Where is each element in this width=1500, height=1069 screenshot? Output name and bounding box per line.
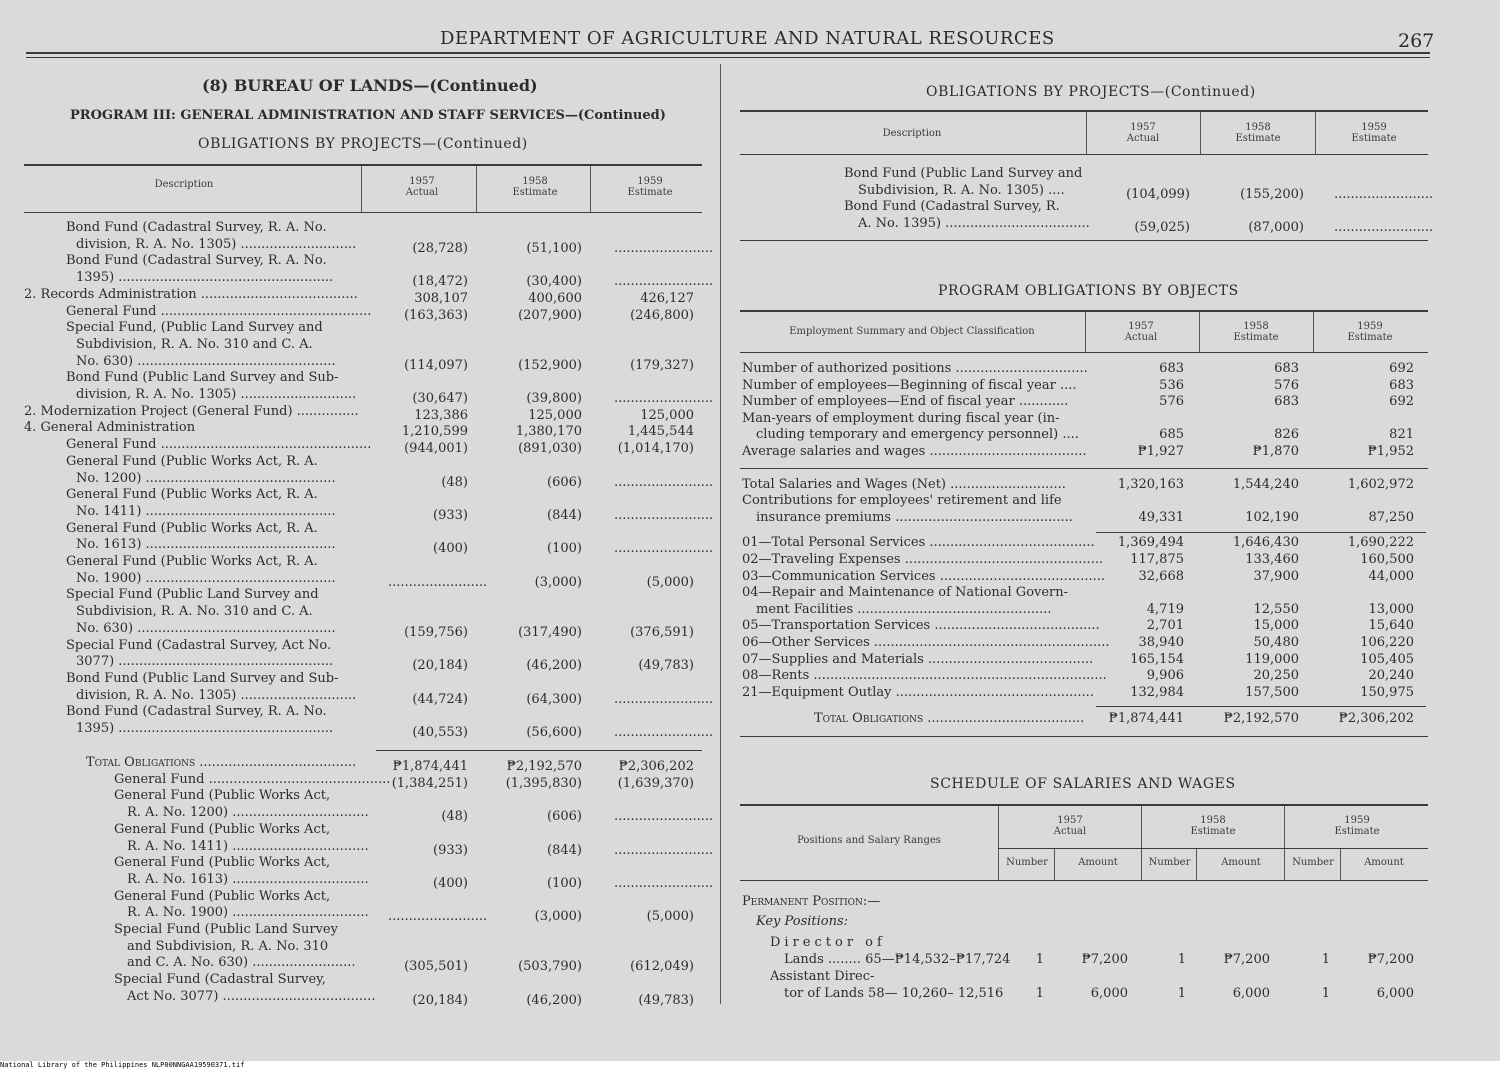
obj-row-11-c1: 2,701 (1146, 618, 1184, 634)
left-row-15-c2: (64,300) (526, 691, 582, 707)
left-row-15-c1: (44,724) (412, 691, 468, 707)
obj-row-5-c3: 1,602,972 (1347, 476, 1414, 492)
left-row-12-desc-0: General Fund (Public Works Act, R. A. (66, 554, 318, 569)
left-row-7-desc-0: 4. General Administration (24, 420, 196, 436)
left-row-4-desc-0: Special Fund, (Public Land Survey and (66, 320, 323, 336)
sal-col-amount-3: Amount (1364, 857, 1404, 868)
left-row-3-c2: (207,900) (518, 307, 582, 323)
obj-row-3-c3: 821 (1389, 427, 1414, 443)
left-total-row-5-c1: ........................ (388, 909, 488, 925)
obj-row-6-c3: 87,250 (1368, 509, 1414, 525)
left-total-row-7-c1: (20,184) (412, 992, 468, 1008)
left-row-7-c3: 1,445,544 (627, 424, 694, 440)
sal-row-1-n1: 1 (1035, 986, 1044, 1001)
sal-col-amount-1: Amount (1078, 857, 1118, 868)
left-total-row-2-desc-0: General Fund (Public Works Act, (114, 788, 331, 804)
obj-row-6-desc-0: Contributions for employees' retirement and life (742, 493, 1062, 509)
sal-col-1957: 1957 Actual (1053, 815, 1087, 837)
obj-row-7-desc-0: 01—Total Personal Services ........................................ (742, 535, 1095, 551)
left-total-row-2-c3: ........................ (614, 809, 714, 825)
left-row-8-c3: (1,014,170) (617, 441, 694, 457)
left-total-row-5-desc-0: General Fund (Public Works Act, (114, 888, 331, 904)
obj-row-10-c3: 13,000 (1368, 601, 1414, 617)
obj-row-14-desc-0: 08—Rents ....................................................................... (742, 668, 1107, 684)
left-row-14-c3: (49,783) (638, 658, 694, 674)
left-row-8-c2: (891,030) (518, 441, 582, 457)
proj-row-0-desc-1: Subdivision, R. A. No. 1305) .... (858, 182, 1065, 198)
left-row-7-c1: 1,210,599 (401, 424, 468, 440)
obj-row-13-c1: 165,154 (1130, 651, 1184, 667)
right-proj-col-description: Description (882, 128, 942, 139)
obj-row-8-c3: 160,500 (1360, 552, 1414, 567)
left-table-top-rule (24, 164, 702, 166)
right-obj-caption: PROGRAM OBLIGATIONS BY OBJECTS (938, 283, 1239, 299)
left-total-row-3-c1: (933) (433, 842, 468, 858)
obj-row-3-c1: 685 (1159, 427, 1184, 443)
obj-row-9-c1: 32,668 (1138, 568, 1184, 584)
left-row-7-c2: 1,380,170 (515, 424, 582, 440)
left-row-1-desc-1: 1395) .................................................... (76, 270, 334, 286)
left-total-row-5-c3: (5,000) (646, 909, 694, 925)
left-row-8-desc-0: General Fund ................................................... (66, 437, 372, 453)
obj-row-8-c1: 117,875 (1130, 552, 1184, 567)
proj-row-0-c1: (104,099) (1126, 186, 1190, 202)
right-proj-caption: OBLIGATIONS BY PROJECTS—(Continued) (926, 84, 1256, 100)
proj-row-1-c1: (59,025) (1134, 220, 1190, 236)
left-total-row-0-c3: ₱2,306,202 (618, 759, 694, 774)
left-row-13-c3: (376,591) (630, 624, 694, 640)
left-total-row-1-c3: (1,639,370) (617, 775, 694, 791)
right-proj-col-1959: 1959 Estimate (1351, 122, 1397, 144)
sal-col-number-3: Number (1292, 857, 1334, 868)
left-total-row-7-c2: (46,200) (526, 992, 582, 1008)
sal-row-1-a2: 6,000 (1232, 986, 1270, 1001)
obj-row-14-c1: 9,906 (1146, 668, 1184, 684)
left-row-12-c2: (3,000) (534, 574, 582, 590)
left-total-row-1-desc-0: General Fund ............................................ (114, 771, 391, 787)
left-row-13-desc-2: No. 630) ................................................ (76, 620, 336, 636)
obj-row-0-c2: 683 (1274, 361, 1299, 376)
obj-row-9-c3: 44,000 (1368, 568, 1414, 584)
left-total-row-2-c2: (606) (547, 809, 582, 825)
left-row-15-desc-1: division, R. A. No. 1305) ............................ (76, 687, 357, 703)
obj-row-7-c1: 1,369,494 (1117, 535, 1184, 551)
left-row-11-c1: (400) (433, 541, 468, 557)
left-row-14-desc-0: Special Fund (Cadastral Survey, Act No. (66, 637, 332, 653)
obj-row-15-desc-0: 21—Equipment Outlay ................................................ (742, 684, 1094, 700)
left-row-10-c3: ........................ (614, 507, 714, 523)
left-row-6-desc-0: 2. Modernization Project (General Fund) ............... (24, 403, 359, 419)
left-row-16-desc-1: 1395) .................................................... (76, 721, 334, 736)
left-total-row-6-c1: (305,501) (404, 959, 468, 975)
left-total-row-7-c3: (49,783) (638, 992, 694, 1008)
right-sal-caption: SCHEDULE OF SALARIES AND WAGES (930, 776, 1236, 792)
left-table-header-rule (24, 212, 702, 213)
program-title: PROGRAM III: GENERAL ADMINISTRATION AND STAFF SERVICES—(Continued) (70, 108, 666, 123)
proj-row-1-desc-0: Bond Fund (Cadastral Survey, R. (844, 199, 1060, 215)
obj-row-16-c3: ₱2,306,202 (1338, 711, 1414, 727)
obj-row-1-desc-0: Number of employees—Beginning of fiscal year .... (742, 377, 1077, 393)
left-row-15-c3: ........................ (614, 691, 714, 707)
left-total-row-4-c2: (100) (547, 875, 582, 891)
proj-row-1-c3: ........................ (1334, 220, 1434, 236)
left-row-5-desc-0: Bond Fund (Public Land Survey and Sub- (66, 370, 339, 386)
left-row-3-desc-0: General Fund ................................................... (66, 303, 372, 319)
obj-row-16-desc-0: Total Obligations ...................................... (814, 711, 1085, 727)
page-header-title: DEPARTMENT OF AGRICULTURE AND NATURAL RESOURCES (440, 28, 1055, 49)
left-row-2-desc-0: 2. Records Administration ...................................... (24, 286, 358, 302)
left-total-row-6-desc-1: and Subdivision, R. A. No. 310 (127, 938, 329, 954)
left-row-6-c2: 125,000 (528, 407, 582, 423)
obj-row-5-desc-0: Total Salaries and Wages (Net) ............................ (742, 476, 1066, 492)
left-row-3-c1: (163,363) (404, 307, 468, 323)
left-row-4-c3: (179,327) (630, 357, 694, 373)
obj-row-2-c3: 692 (1389, 394, 1414, 410)
obj-row-4-c2: ₱1,870 (1252, 444, 1299, 459)
proj-row-1-desc-1: A. No. 1395) ................................... (858, 216, 1090, 232)
sal-key-positions-label: Key Positions: (756, 914, 849, 929)
left-row-16-c3: ........................ (614, 725, 714, 740)
left-row-9-desc-0: General Fund (Public Works Act, R. A. (66, 453, 318, 469)
left-total-rule (376, 750, 702, 751)
column-divider (720, 64, 721, 1004)
sal-col-description: Positions and Salary Ranges (797, 835, 941, 846)
sal-col-1959: 1959 Estimate (1334, 815, 1380, 837)
left-total-row-6-desc-0: Special Fund (Public Land Survey (114, 922, 338, 937)
left-total-row-6-desc-2: and C. A. No. 630) ......................... (127, 955, 356, 971)
obj-row-12-desc-0: 06—Other Services ......................................................... (742, 635, 1110, 650)
obj-row-11-c3: 15,640 (1368, 618, 1414, 634)
left-row-0-c2: (51,100) (526, 240, 582, 256)
left-row-4-desc-2: No. 630) ................................................ (76, 353, 336, 369)
left-total-row-7-desc-1: Act No. 3077) ..................................... (127, 988, 376, 1004)
obj-row-8-desc-0: 02—Traveling Expenses ................................................ (742, 552, 1104, 567)
left-total-row-3-desc-1: R. A. No. 1411) ................................. (127, 838, 369, 854)
left-row-15-desc-0: Bond Fund (Public Land Survey and Sub- (66, 670, 339, 686)
obj-row-13-c3: 105,405 (1360, 651, 1414, 667)
left-row-1-c1: (18,472) (412, 274, 468, 290)
left-row-1-desc-0: Bond Fund (Cadastral Survey, R. A. No. (66, 253, 327, 269)
obj-row-0-c3: 692 (1389, 361, 1414, 376)
left-row-10-desc-0: General Fund (Public Works Act, R. A. (66, 487, 318, 503)
obj-row-16-c2: ₱2,192,570 (1223, 711, 1299, 727)
left-total-row-4-desc-1: R. A. No. 1613) ................................. (127, 871, 369, 887)
left-total-row-2-desc-1: R. A. No. 1200) ................................. (127, 805, 369, 821)
sal-row-1-desc-1: tor of Lands 58— 10,260– 12,516 (784, 986, 1004, 1001)
left-row-16-c2: (56,600) (526, 725, 582, 740)
left-col-header-description: Description (154, 179, 214, 190)
obj-row-3-c2: 826 (1274, 427, 1299, 443)
left-row-0-c3: ........................ (614, 240, 714, 256)
left-row-5-desc-1: division, R. A. No. 1305) ............................ (76, 387, 357, 402)
sal-row-0-desc-0: Director of (770, 935, 886, 950)
left-row-8-c1: (944,001) (404, 441, 468, 457)
left-row-2-c1: 308,107 (414, 290, 468, 306)
left-row-16-desc-0: Bond Fund (Cadastral Survey, R. A. No. (66, 704, 327, 720)
right-proj-col-1957: 1957 Actual (1126, 122, 1160, 144)
scan-footer: National Library of the Philippines NLP00NNGAA19590371.tif (0, 1061, 1500, 1069)
left-row-9-c2: (606) (547, 474, 582, 490)
sal-row-1-desc-0: Assistant Direc- (770, 969, 875, 984)
obj-row-15-c3: 150,975 (1360, 684, 1414, 700)
left-row-9-desc-1: No. 1200) .............................................. (76, 470, 336, 486)
proj-row-0-desc-0: Bond Fund (Public Land Survey and (844, 166, 1083, 181)
obj-row-5-c1: 1,320,163 (1117, 476, 1184, 492)
obj-row-14-c2: 20,250 (1253, 668, 1299, 684)
left-total-row-5-c2: (3,000) (534, 909, 582, 925)
left-row-14-desc-1: 3077) .................................................... (76, 654, 334, 670)
sal-row-1-a3: 6,000 (1376, 986, 1414, 1001)
obj-row-6-c2: 102,190 (1245, 509, 1299, 525)
sal-row-0-n3: 1 (1321, 952, 1330, 967)
sal-row-1-n2: 1 (1177, 986, 1186, 1001)
left-row-10-c1: (933) (433, 507, 468, 523)
left-row-13-c2: (317,490) (518, 624, 582, 640)
obj-row-7-c3: 1,690,222 (1347, 535, 1414, 551)
proj-row-0-c3: ........................ (1334, 186, 1434, 202)
left-total-row-3-c2: (844) (547, 842, 582, 858)
obj-row-10-c2: 12,550 (1253, 601, 1299, 617)
obj-row-12-c2: 50,480 (1253, 635, 1299, 650)
obj-row-5-c2: 1,544,240 (1232, 476, 1299, 492)
left-total-row-3-c3: ........................ (614, 842, 714, 858)
left-total-row-4-desc-0: General Fund (Public Works Act, (114, 855, 331, 871)
left-total-row-1-c1: (1,384,251) (391, 775, 468, 791)
left-total-row-0-desc-0: Total Obligations ...................................... (86, 755, 357, 770)
left-row-4-c2: (152,900) (518, 357, 582, 373)
obj-row-3-desc-1: cluding temporary and emergency personnel) .... (756, 427, 1079, 443)
obj-row-10-desc-1: ment Facilities ............................................... (756, 601, 1052, 617)
obj-row-4-c3: ₱1,952 (1367, 444, 1414, 459)
obj-row-8-c2: 133,460 (1245, 552, 1299, 567)
obj-row-4-desc-0: Average salaries and wages ...................................... (742, 444, 1087, 459)
sal-col-number-2: Number (1148, 857, 1191, 868)
left-row-13-desc-1: Subdivision, R. A. No. 310 and C. A. (76, 604, 313, 620)
left-row-10-desc-1: No. 1411) .............................................. (76, 503, 336, 519)
left-row-14-c2: (46,200) (526, 658, 582, 674)
right-obj-col-1958: 1958 Estimate (1233, 321, 1279, 343)
left-row-6-c1: 123,386 (414, 407, 468, 423)
left-col-header-1958: 1958 Estimate (512, 176, 558, 198)
obj-row-1-c1: 536 (1159, 377, 1184, 393)
proj-row-0-c2: (155,200) (1240, 186, 1304, 202)
left-row-11-c2: (100) (547, 541, 582, 557)
obj-row-2-c1: 576 (1159, 394, 1184, 410)
sal-row-0-a3: ₱7,200 (1367, 952, 1414, 967)
left-row-1-c2: (30,400) (526, 274, 582, 290)
obj-row-15-c2: 157,500 (1245, 684, 1299, 700)
header-rule-thin (26, 57, 1430, 58)
left-row-2-c2: 400,600 (528, 290, 582, 306)
obj-row-12-c1: 38,940 (1138, 635, 1184, 650)
left-total-row-2-c1: (48) (441, 809, 468, 825)
right-proj-col-1958: 1958 Estimate (1235, 122, 1281, 144)
left-row-13-desc-0: Special Fund (Public Land Survey and (66, 587, 319, 603)
sal-row-0-n2: 1 (1177, 952, 1186, 967)
obj-row-10-desc-0: 04—Repair and Maintenance of National Govern- (742, 585, 1069, 601)
left-row-0-desc-1: division, R. A. No. 1305) ............................ (76, 236, 357, 252)
obj-row-0-c1: 683 (1159, 361, 1184, 376)
sal-row-0-n1: 1 (1035, 952, 1044, 967)
obj-row-9-c2: 37,900 (1253, 568, 1299, 584)
sal-row-1-n3: 1 (1321, 986, 1330, 1001)
left-row-13-c1: (159,756) (404, 624, 468, 640)
header-rule (26, 52, 1430, 54)
left-row-16-c1: (40,553) (412, 725, 468, 740)
left-total-row-6-c2: (503,790) (518, 959, 582, 975)
left-total-row-3-desc-0: General Fund (Public Works Act, (114, 821, 331, 837)
obj-row-7-c2: 1,646,430 (1232, 535, 1299, 551)
obj-row-9-desc-0: 03—Communication Services ........................................ (742, 568, 1106, 584)
obj-row-11-c2: 15,000 (1253, 618, 1299, 634)
obj-row-13-desc-0: 07—Supplies and Materials ........................................ (742, 651, 1094, 667)
sal-row-1-a1: 6,000 (1090, 986, 1128, 1001)
sal-row-0-desc-1: Lands ........ 65—₱14,532–₱17,724 (784, 952, 1011, 967)
obj-row-1-c3: 683 (1389, 377, 1414, 393)
left-row-1-c3: ........................ (614, 274, 714, 290)
left-total-row-0-c2: ₱2,192,570 (506, 759, 582, 774)
left-row-12-desc-1: No. 1900) .............................................. (76, 570, 336, 586)
sal-col-number-1: Number (1006, 857, 1048, 868)
left-row-9-c1: (48) (441, 474, 468, 490)
left-total-row-6-c3: (612,049) (630, 959, 694, 975)
obj-row-12-c3: 106,220 (1360, 635, 1414, 650)
left-col-header-1957: 1957 Actual (405, 176, 439, 198)
left-total-row-7-desc-0: Special Fund (Cadastral Survey, (114, 972, 326, 988)
left-row-0-c1: (28,728) (412, 240, 468, 256)
left-total-row-1-c2: (1,395,830) (505, 775, 582, 791)
sal-col-1958: 1958 Estimate (1190, 815, 1236, 837)
left-row-2-c3: 426,127 (640, 290, 694, 306)
obj-row-10-c1: 4,719 (1146, 601, 1184, 617)
obj-row-1-c2: 576 (1274, 377, 1299, 393)
bureau-title: (8) BUREAU OF LANDS—(Continued) (202, 76, 538, 95)
left-row-0-desc-0: Bond Fund (Cadastral Survey, R. A. No. (66, 220, 327, 235)
obj-row-11-desc-0: 05—Transportation Services ........................................ (742, 618, 1100, 634)
left-row-14-c1: (20,184) (412, 658, 468, 674)
left-total-row-4-c1: (400) (433, 875, 468, 891)
obj-row-2-desc-0: Number of employees—End of fiscal year ............ (742, 394, 1069, 410)
obj-row-15-c1: 132,984 (1130, 684, 1184, 700)
obj-row-4-c1: ₱1,927 (1137, 444, 1184, 459)
sal-row-0-a2: ₱7,200 (1223, 952, 1270, 967)
sal-permanent-label: Permanent Position:— (742, 894, 881, 909)
left-row-10-c2: (844) (547, 507, 582, 523)
obj-row-6-desc-1: insurance premiums ........................................... (756, 509, 1073, 525)
left-row-11-desc-0: General Fund (Public Works Act, R. A. (66, 520, 318, 536)
left-row-9-c3: ........................ (614, 474, 714, 490)
left-row-5-c2: (39,800) (526, 391, 582, 406)
obj-row-14-c3: 20,240 (1368, 668, 1414, 684)
left-row-4-c1: (114,097) (404, 357, 468, 373)
right-obj-col-1959: 1959 Estimate (1347, 321, 1393, 343)
left-row-5-c3: ........................ (614, 391, 714, 406)
sal-row-0-a1: ₱7,200 (1081, 952, 1128, 967)
sal-col-amount-2: Amount (1221, 857, 1261, 868)
left-row-11-c3: ........................ (614, 541, 714, 557)
left-row-3-c3: (246,800) (630, 307, 694, 323)
left-table-caption: OBLIGATIONS BY PROJECTS—(Continued) (198, 136, 528, 152)
obj-row-0-desc-0: Number of authorized positions ................................ (742, 361, 1088, 376)
left-row-4-desc-1: Subdivision, R. A. No. 310 and C. A. (76, 336, 313, 352)
left-row-12-c3: (5,000) (646, 574, 694, 590)
obj-row-13-c2: 119,000 (1245, 651, 1299, 667)
page-number: 267 (1398, 30, 1435, 52)
obj-row-6-c1: 49,331 (1138, 509, 1184, 525)
left-col-header-1959: 1959 Estimate (627, 176, 673, 198)
proj-row-1-c2: (87,000) (1248, 220, 1304, 236)
left-total-row-4-c3: ........................ (614, 875, 714, 891)
right-obj-col-1957: 1957 Actual (1124, 321, 1158, 343)
obj-row-3-desc-0: Man-years of employment during fiscal year (in- (742, 410, 1060, 426)
obj-row-16-c1: ₱1,874,441 (1108, 711, 1184, 727)
left-row-5-c1: (30,647) (412, 391, 468, 406)
left-row-12-c1: ........................ (388, 574, 488, 590)
left-row-11-desc-1: No. 1613) .............................................. (76, 537, 336, 553)
left-total-row-5-desc-1: R. A. No. 1900) ................................. (127, 905, 369, 921)
obj-row-2-c2: 683 (1274, 394, 1299, 410)
left-row-6-c3: 125,000 (640, 407, 694, 423)
right-obj-col-description: Employment Summary and Object Classification (789, 326, 1035, 337)
left-total-row-0-c1: ₱1,874,441 (392, 759, 468, 774)
